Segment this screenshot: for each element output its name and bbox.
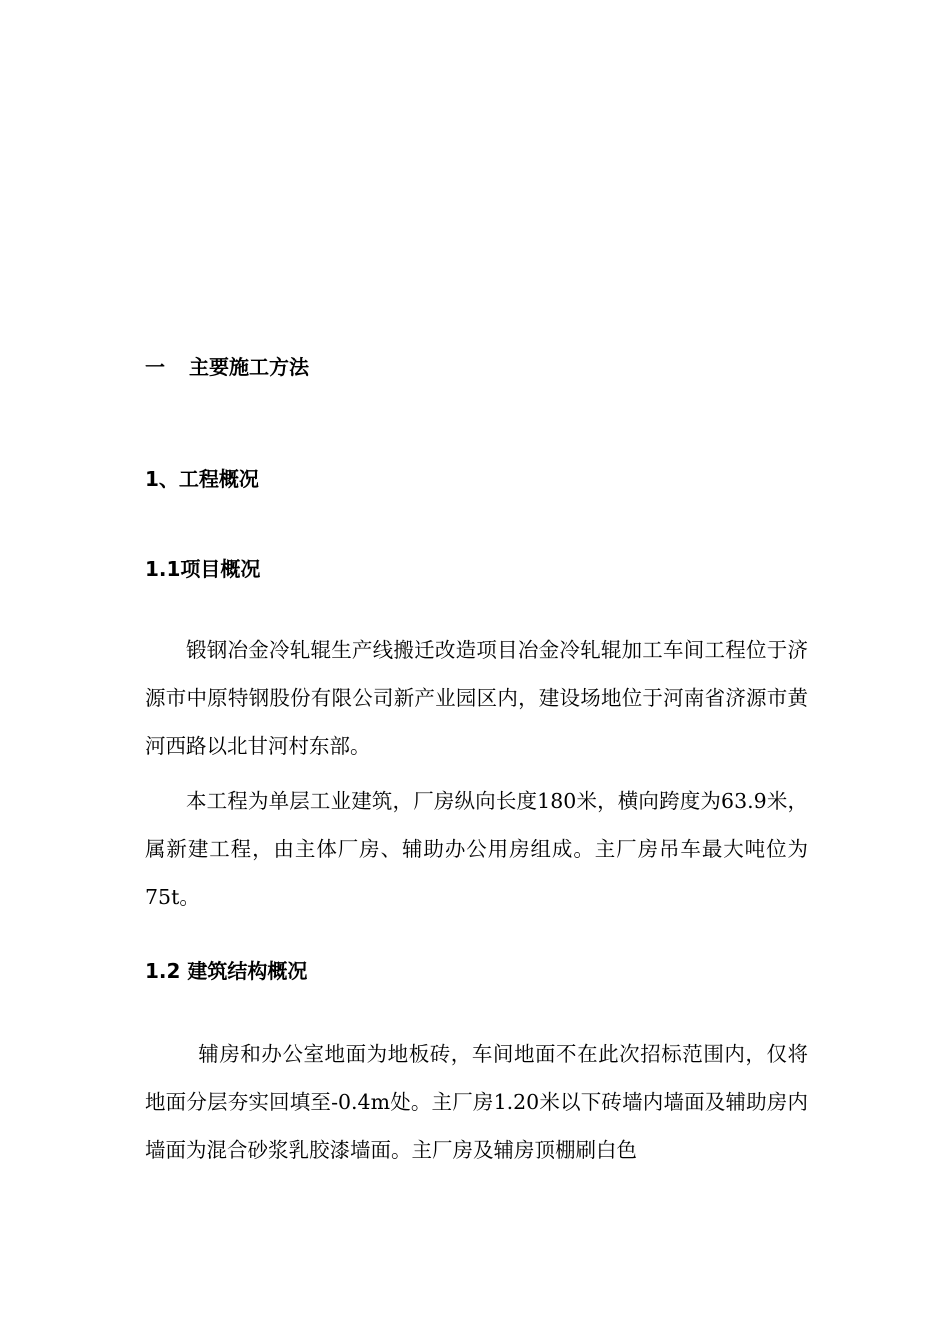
structure-finish-paragraph: 辅房和办公室地面为地板砖，车间地面不在此次招标范围内，仅将地面分层夯实回填至-0.4m处。主厂房1.20米以下砖墙内墙面及辅助房内墙面为混合砂浆乳胶漆墙面。主厂房及辅房顶棚刷白色	[145, 1042, 808, 1162]
section-heading-engineering-overview: 1、工程概况	[145, 467, 259, 491]
subsection-heading-project-overview: 1.1项目概况	[145, 557, 261, 581]
chapter-title: 主要施工方法	[189, 355, 309, 379]
project-scale-paragraph: 本工程为单层工业建筑，厂房纵向长度180米，横向跨度为63.9米，属新建工程，由主体厂房、辅助办公用房组成。主厂房吊车最大吨位为75t。	[145, 789, 808, 909]
subsection-heading-structure-overview: 1.2 建筑结构概况	[145, 959, 308, 983]
project-location-paragraph: 锻钢冶金冷轧辊生产线搬迁改造项目冶金冷轧辊加工车间工程位于济源市中原特钢股份有限公司新产业园区内，建设场地位于河南省济源市黄河西路以北甘河村东部。	[145, 638, 808, 758]
chapter-heading	[145, 355, 309, 379]
chapter-number: 一	[145, 355, 165, 379]
